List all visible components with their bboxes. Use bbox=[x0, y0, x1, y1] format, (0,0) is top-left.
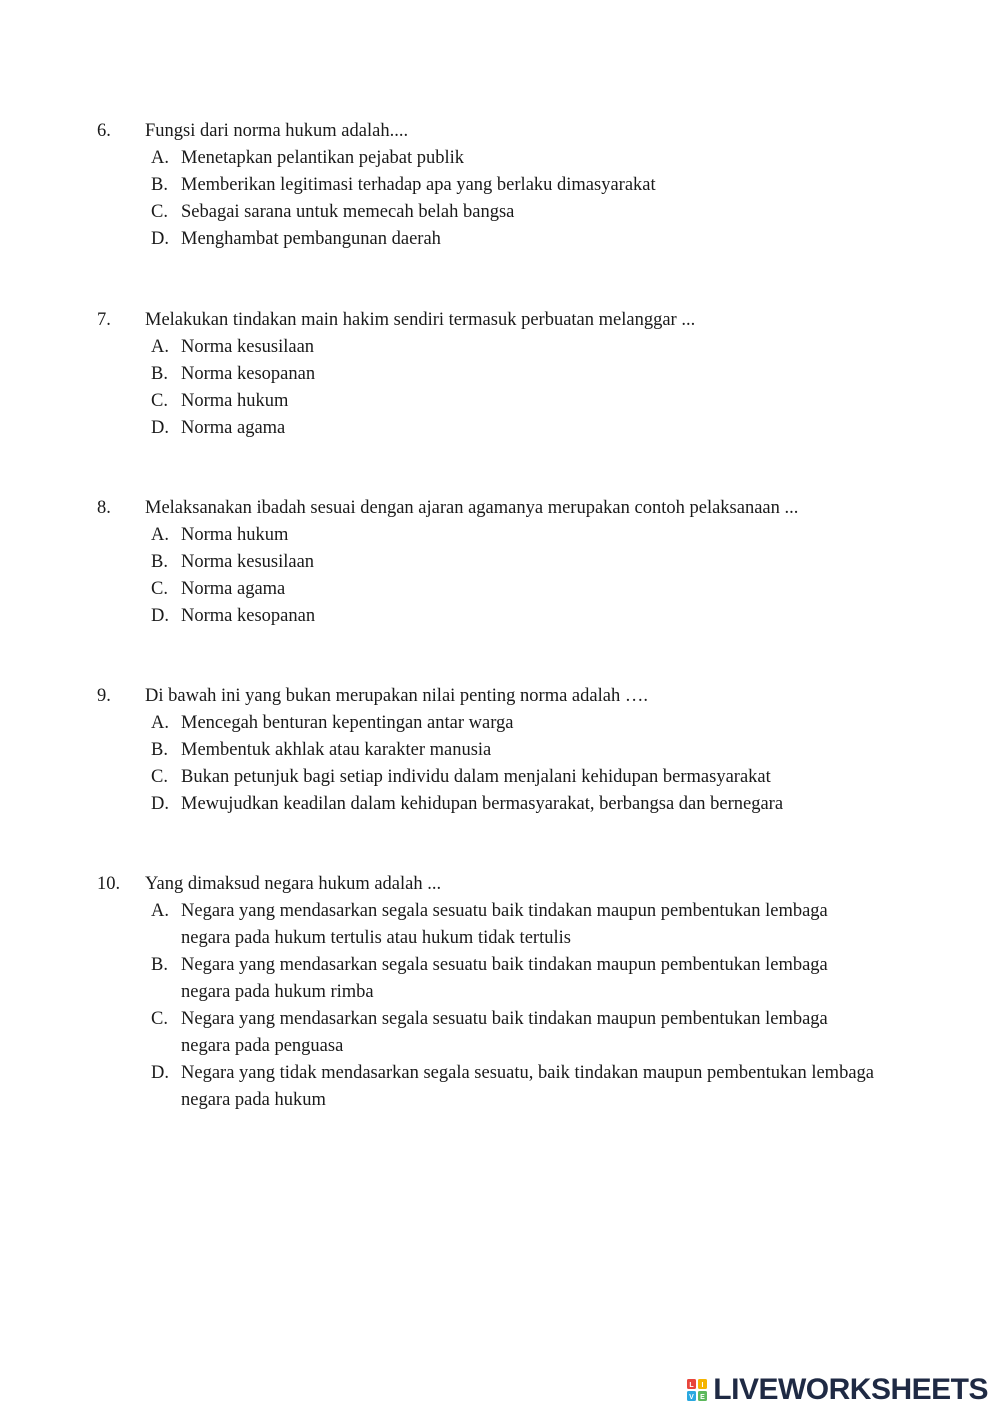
question-number: 8. bbox=[97, 498, 111, 518]
question-text: Melaksanakan ibadah sesuai dengan ajaran agamanya merupakan contoh pelaksanaan ... bbox=[145, 498, 799, 518]
option-b bbox=[97, 549, 897, 576]
svg-text:L: L bbox=[689, 1382, 694, 1389]
option-text: Norma agama bbox=[181, 418, 286, 438]
option-letter: A. bbox=[151, 901, 169, 921]
svg-text:I: I bbox=[701, 1382, 704, 1389]
option-text: Menghambat pembangunan daerah bbox=[181, 229, 441, 249]
option-text: Negara yang mendasarkan segala sesuatu baik tindakan maupun pembentukan lembaga negara pada hukum tertulis atau hukum tidak tertulis bbox=[181, 901, 828, 948]
option-text: Norma kesusilaan bbox=[181, 337, 315, 357]
option-c bbox=[97, 388, 897, 415]
option-letter: A. bbox=[151, 148, 169, 168]
svg-text:E: E bbox=[700, 1394, 706, 1401]
option-letter: C. bbox=[151, 202, 168, 222]
liveworksheets-logo-icon bbox=[687, 1379, 707, 1401]
option-d bbox=[97, 1060, 897, 1114]
logo-text: LIVEWORKSHEETS bbox=[713, 1373, 988, 1406]
option-text: Norma hukum bbox=[181, 525, 289, 545]
option-a bbox=[97, 522, 897, 549]
option-letter: D. bbox=[151, 794, 169, 814]
option-letter: A. bbox=[151, 713, 169, 733]
option-b bbox=[97, 172, 897, 199]
option-c bbox=[97, 764, 897, 791]
option-letter: B. bbox=[151, 175, 168, 195]
option-a bbox=[97, 898, 897, 952]
option-text: Bukan petunjuk bagi setiap individu dalam menjalani kehidupan bermasyarakat bbox=[181, 767, 771, 787]
option-letter: A. bbox=[151, 337, 169, 357]
option-text: Menetapkan pelantikan pejabat publik bbox=[181, 148, 465, 168]
option-text: Norma kesopanan bbox=[181, 364, 316, 384]
option-letter: D. bbox=[151, 606, 169, 626]
answer-options bbox=[97, 522, 897, 630]
question-10 bbox=[97, 871, 897, 1114]
option-d bbox=[97, 415, 897, 442]
option-d bbox=[97, 603, 897, 630]
question-number: 6. bbox=[97, 121, 111, 141]
option-letter: A. bbox=[151, 525, 169, 545]
option-c bbox=[97, 1006, 897, 1060]
option-text: Norma kesusilaan bbox=[181, 552, 315, 572]
question-text: Fungsi dari norma hukum adalah.... bbox=[145, 121, 409, 141]
answer-options bbox=[97, 145, 897, 253]
option-text: Negara yang tidak mendasarkan segala sesuatu, baik tindakan maupun pembentukan lembaga negara pada hukum bbox=[181, 1063, 874, 1110]
option-a bbox=[97, 710, 897, 737]
option-text: Membentuk akhlak atau karakter manusia bbox=[181, 740, 492, 760]
question-number: 10. bbox=[97, 874, 121, 894]
option-letter: D. bbox=[151, 418, 169, 438]
question-text: Di bawah ini yang bukan merupakan nilai penting norma adalah …. bbox=[145, 686, 648, 706]
option-text: Memberikan legitimasi terhadap apa yang berlaku dimasyarakat bbox=[181, 175, 656, 195]
option-text: Norma hukum bbox=[181, 391, 289, 411]
option-c bbox=[97, 576, 897, 603]
question-6 bbox=[97, 118, 897, 253]
svg-text:V: V bbox=[689, 1394, 695, 1401]
question-8 bbox=[97, 495, 897, 630]
option-text: Norma agama bbox=[181, 579, 286, 599]
option-letter: B. bbox=[151, 552, 168, 572]
question-text: Yang dimaksud negara hukum adalah ... bbox=[145, 874, 442, 894]
option-letter: C. bbox=[151, 579, 168, 599]
option-letter: D. bbox=[151, 229, 169, 249]
option-text: Mencegah benturan kepentingan antar warga bbox=[181, 713, 514, 733]
option-text: Mewujudkan keadilan dalam kehidupan bermasyarakat, berbangsa dan bernegara bbox=[181, 794, 784, 814]
question-7 bbox=[97, 307, 897, 442]
option-text: Negara yang mendasarkan segala sesuatu baik tindakan maupun pembentukan lembaga negara pada penguasa bbox=[181, 1009, 828, 1056]
option-text: Negara yang mendasarkan segala sesuatu baik tindakan maupun pembentukan lembaga negara pada hukum rimba bbox=[181, 955, 828, 1002]
answer-options bbox=[97, 898, 897, 1114]
option-d bbox=[97, 226, 897, 253]
liveworksheets-logo bbox=[687, 1374, 988, 1406]
answer-options bbox=[97, 710, 897, 818]
option-letter: C. bbox=[151, 391, 168, 411]
option-b bbox=[97, 361, 897, 388]
option-d bbox=[97, 791, 897, 818]
question-number: 9. bbox=[97, 686, 111, 706]
option-letter: C. bbox=[151, 767, 168, 787]
question-text: Melakukan tindakan main hakim sendiri termasuk perbuatan melanggar ... bbox=[145, 310, 696, 330]
option-letter: B. bbox=[151, 364, 168, 384]
question-number: 7. bbox=[97, 310, 111, 330]
option-a bbox=[97, 334, 897, 361]
option-letter: B. bbox=[151, 955, 168, 975]
option-c bbox=[97, 199, 897, 226]
question-9 bbox=[97, 683, 897, 818]
option-a bbox=[97, 145, 897, 172]
option-letter: B. bbox=[151, 740, 168, 760]
answer-options bbox=[97, 334, 897, 442]
option-b bbox=[97, 737, 897, 764]
option-b bbox=[97, 952, 897, 1006]
option-text: Sebagai sarana untuk memecah belah bangsa bbox=[181, 202, 515, 222]
option-letter: D. bbox=[151, 1063, 169, 1083]
option-letter: C. bbox=[151, 1009, 168, 1029]
option-text: Norma kesopanan bbox=[181, 606, 316, 626]
